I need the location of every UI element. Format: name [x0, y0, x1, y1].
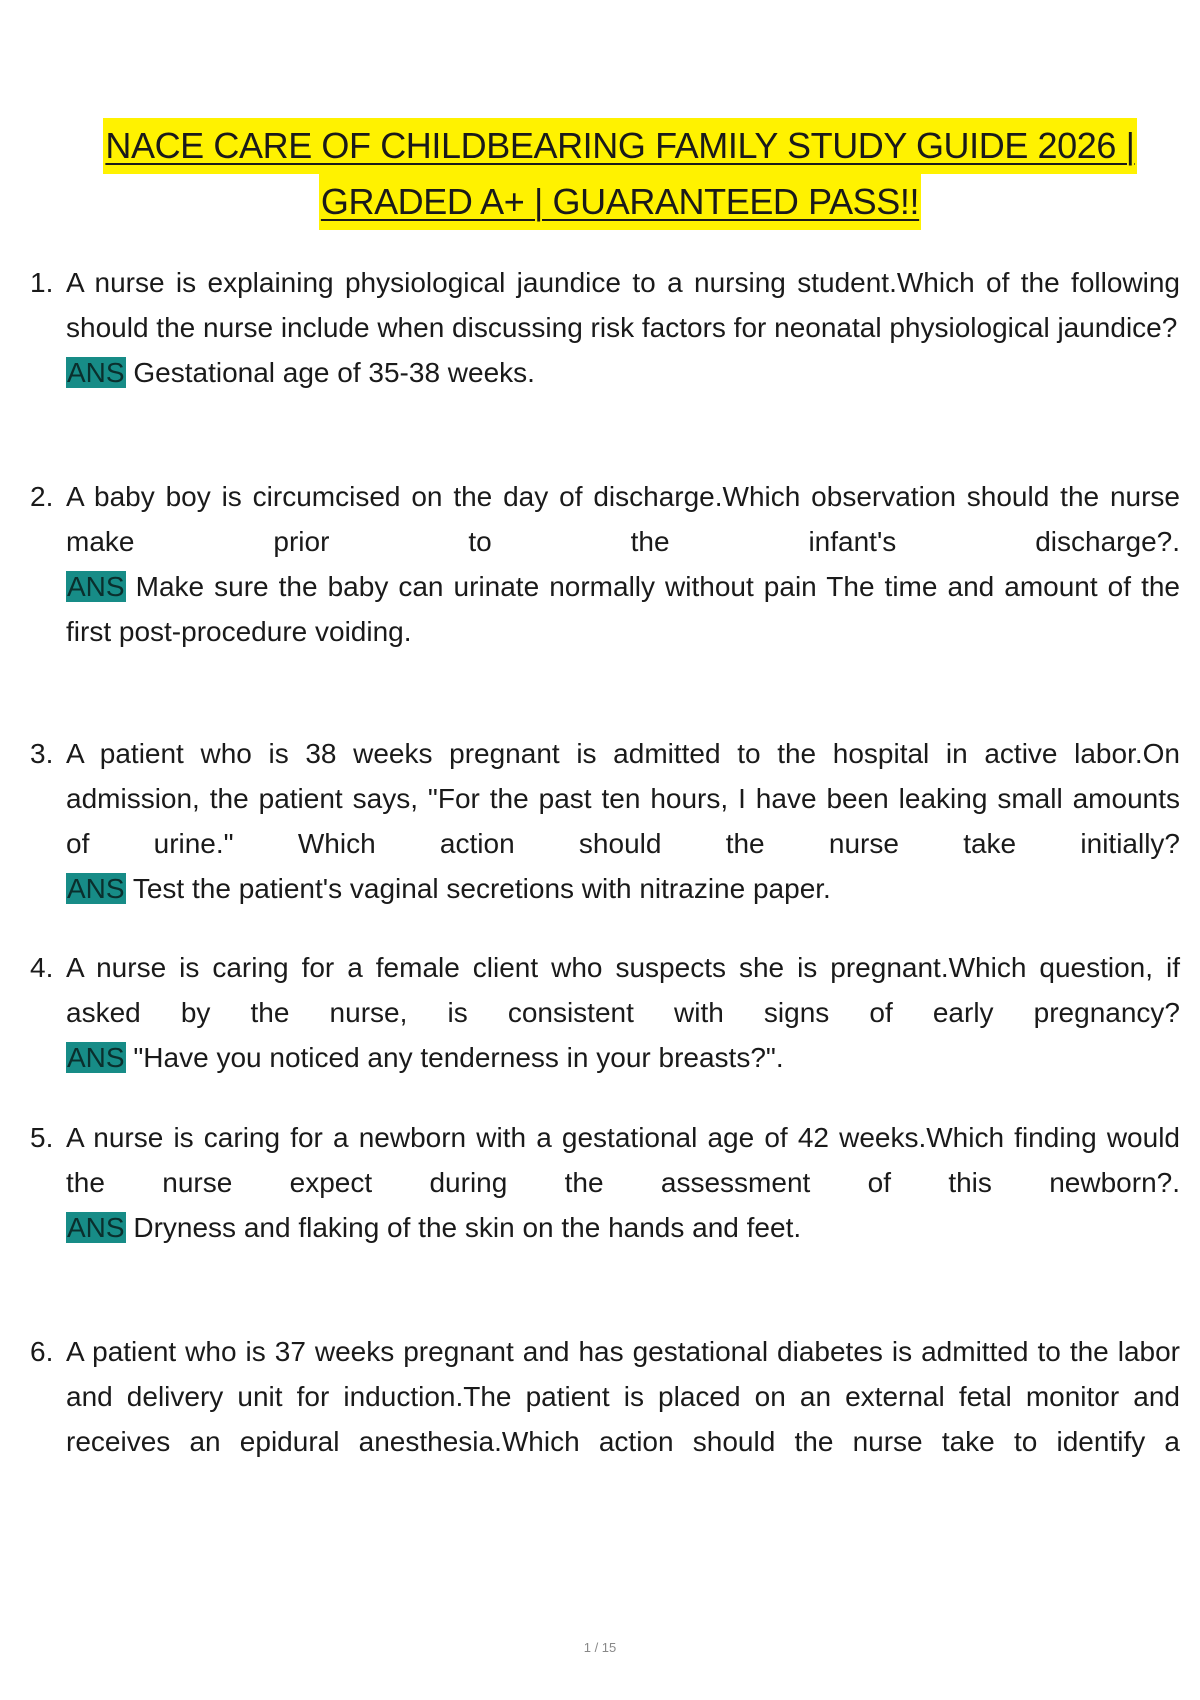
question-text: A nurse is caring for a newborn with a gestational age of 42 weeks.Which finding would the nurse expect during the assessment of this newborn?.	[66, 1122, 1180, 1198]
question-text: A patient who is 38 weeks pregnant is admitted to the hospital in active labor.On admission, the patient says, "For the past ten hours, I have been leaking small amounts of urine." Which action should the nurse take initially?	[66, 738, 1180, 859]
question-text: A baby boy is circumcised on the day of discharge.Which observation should the nurse make prior to the infant's discharge?.	[66, 481, 1180, 557]
question-number: 1.	[30, 267, 54, 298]
title-line-2: GRADED A+ | GUARANTEED PASS!!	[319, 174, 921, 230]
page-number: 1 / 15	[583, 1640, 617, 1655]
question-text: A nurse is explaining physiological jaundice to a nursing student.Which of the following should the nurse include when discussing risk factors for neonatal physiological jaundice?	[66, 267, 1180, 343]
answer-line	[66, 564, 1180, 654]
question-item-3	[30, 731, 1180, 911]
question-item-2	[30, 474, 1180, 654]
question-item-1	[30, 260, 1180, 395]
answer-text: Dryness and flaking of the skin on the hands and feet.	[133, 1212, 802, 1243]
answer-line	[66, 1035, 1180, 1080]
ans-badge: ANS	[67, 357, 125, 388]
ans-badge: ANS	[67, 1042, 125, 1073]
answer-text: Make sure the baby can urinate normally without pain The time and amount of the first post-procedure voiding.	[66, 571, 1181, 647]
answer-line	[66, 350, 1180, 395]
question-number: 2.	[30, 481, 54, 512]
question-item-5	[30, 1115, 1180, 1250]
question-item-4	[30, 945, 1180, 1080]
title-line-1: NACE CARE OF CHILDBEARING FAMILY STUDY GUIDE 2026 |	[103, 118, 1136, 174]
answer-text: Gestational age of 35-38 weeks.	[133, 357, 535, 388]
answer-line	[66, 866, 1180, 911]
answer-line	[66, 1205, 1180, 1250]
question-text: A patient who is 37 weeks pregnant and has gestational diabetes is admitted to the labor and delivery unit for induction.The patient is placed on an external fetal monitor and receives an epidural anesthesia.Which action should the nurse take to identify a	[66, 1336, 1180, 1457]
question-number: 4.	[30, 952, 54, 983]
ans-badge: ANS	[67, 1212, 125, 1243]
question-text: A nurse is caring for a female client who suspects she is pregnant.Which question, if asked by the nurse, is consistent with signs of early pregnancy?	[66, 952, 1180, 1028]
answer-text: Test the patient's vaginal secretions with nitrazine paper.	[132, 873, 831, 904]
ans-badge: ANS	[67, 571, 125, 602]
question-number: 5.	[30, 1122, 54, 1153]
question-number: 6.	[30, 1336, 54, 1367]
question-item-6	[30, 1329, 1180, 1464]
question-number: 3.	[30, 738, 54, 769]
ans-badge: ANS	[67, 873, 125, 904]
document-title	[60, 118, 1180, 230]
answer-text: "Have you noticed any tenderness in your breasts?".	[133, 1042, 784, 1073]
